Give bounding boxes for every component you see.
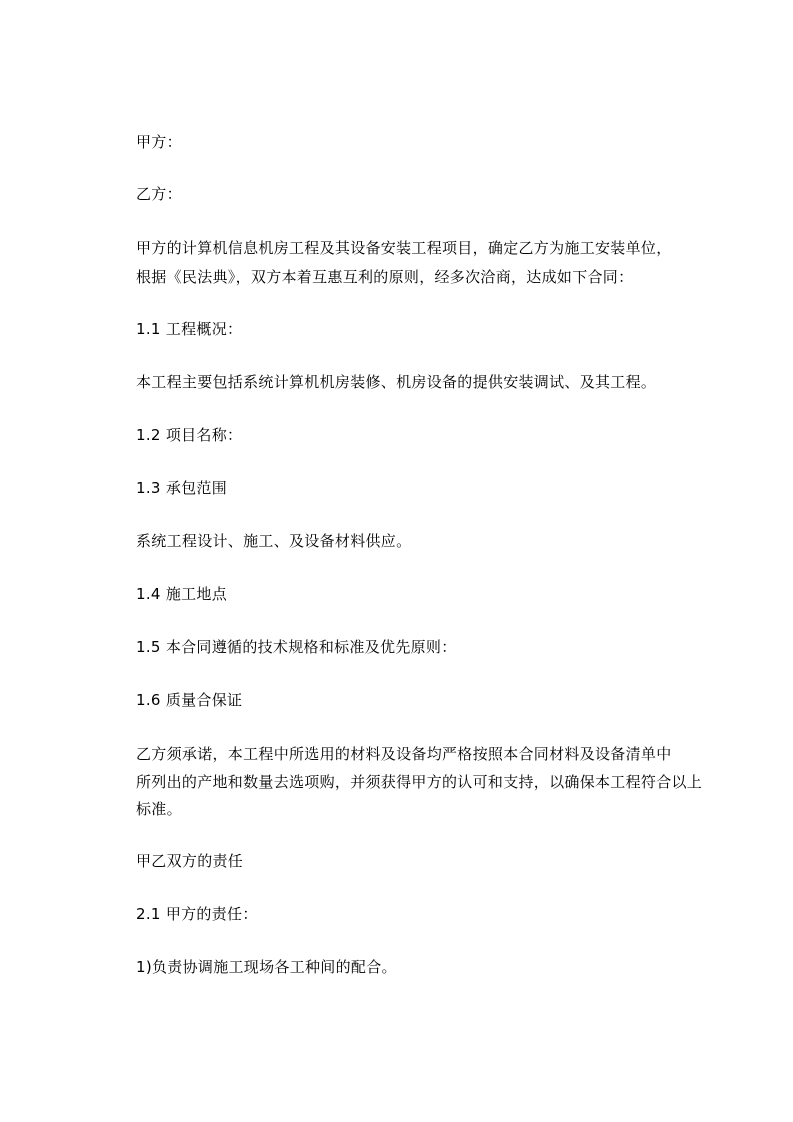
- intro-paragraph-line-2: 根据《民法典》，双方本着互惠互利的原则，经多次洽商，达成如下合同：: [136, 268, 634, 286]
- section-1-6-heading: 1.6 质量合保证: [136, 691, 243, 709]
- section-1-4-heading: 1.4 施工地点: [136, 585, 228, 603]
- section-1-3-text: 系统工程设计、施工、及设备材料供应。: [136, 532, 412, 550]
- guarantee-paragraph-line-1: 乙方须承诺，本工程中所选用的材料及设备均严格按照本合同材料及设备清单中: [136, 745, 672, 763]
- section-1-3-heading: 1.3 承包范围: [136, 479, 228, 497]
- party-b-label: 乙方：: [136, 185, 182, 203]
- responsibility-item-1: 1)负责协调施工现场各工种间的配合。: [136, 958, 397, 976]
- intro-paragraph-line-1: 甲方的计算机信息机房工程及其设备安装工程项目，确定乙方为施工安装单位，: [136, 239, 672, 257]
- responsibilities-heading: 甲乙双方的责任: [136, 852, 244, 870]
- section-1-1-heading: 1.1 工程概况：: [136, 320, 243, 338]
- guarantee-paragraph-line-2: 所列出的产地和数量去选项购，并须获得甲方的认可和支持，以确保本工程符合以上: [136, 773, 703, 791]
- section-1-5-heading: 1.5 本合同遵循的技术规格和标准及优先原则：: [136, 638, 457, 656]
- section-1-2-heading: 1.2 项目名称：: [136, 426, 243, 444]
- section-2-1-heading: 2.1 甲方的责任：: [136, 905, 258, 923]
- party-a-label: 甲方：: [136, 133, 182, 151]
- section-1-1-text: 本工程主要包括系统计算机机房装修、机房设备的提供安装调试、及其工程。: [136, 373, 657, 391]
- guarantee-paragraph-line-3: 标准。: [136, 800, 182, 818]
